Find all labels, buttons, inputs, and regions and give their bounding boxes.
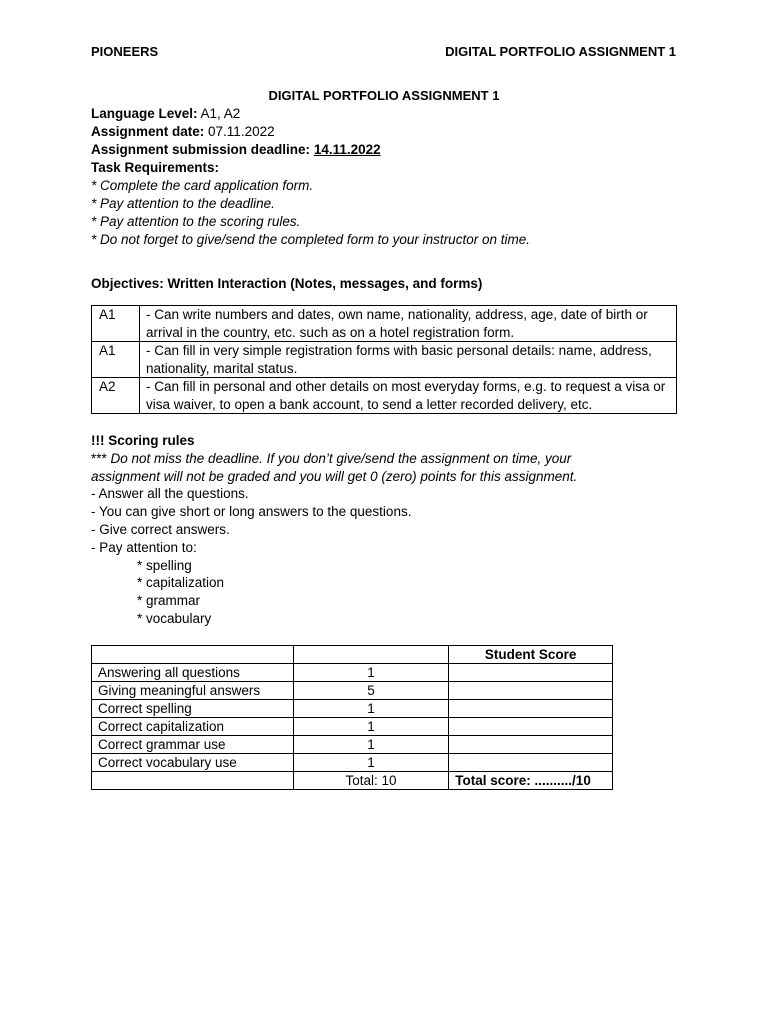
level-cell: A2 [92,378,140,414]
header-right: DIGITAL PORTFOLIO ASSIGNMENT 1 [445,44,676,59]
assignment-meta [91,105,530,249]
deadline-value: 14.11.2022 [313,142,381,157]
description-cell: - Can write numbers and dates, own name, nationality, address, age, date of birth or arrival in the country, etc. such as on a hotel registration form. [140,306,677,342]
table-row [92,682,613,700]
points-cell: 1 [293,700,449,718]
criterion-cell: Correct vocabulary use [92,754,294,772]
points-cell: 1 [293,718,449,736]
document-title: DIGITAL PORTFOLIO ASSIGNMENT 1 [268,88,500,103]
header-cell [293,646,449,664]
table-row [92,700,613,718]
scoring-rules [91,432,577,628]
points-cell: 5 [293,682,449,700]
student-score-cell[interactable] [449,754,613,772]
language-level-label: Language Level: [91,106,198,121]
student-score-cell[interactable] [449,682,613,700]
table-row [92,664,613,682]
requirement-item: * Pay attention to the scoring rules. [91,214,301,229]
task-requirements-heading [91,159,530,177]
criterion-cell: Giving meaningful answers [92,682,294,700]
table-row [92,754,613,772]
language-level-line [91,105,530,123]
student-score-cell[interactable] [449,664,613,682]
criterion-cell: Correct spelling [92,700,294,718]
footer-cell [92,772,294,790]
student-score-cell[interactable] [449,700,613,718]
warning-prefix: *** [91,450,107,466]
assignment-date-value: 07.11.2022 [204,124,275,139]
level-cell: A1 [92,342,140,378]
total-score-cell[interactable]: Total score: ........../10 [449,772,613,790]
criterion-cell: Correct capitalization [92,718,294,736]
points-cell: 1 [293,736,449,754]
rule-item: - Give correct answers. [91,521,230,537]
criterion-cell: Correct grammar use [92,736,294,754]
table-footer-row [92,772,613,790]
assignment-date-label: Assignment date: [91,124,205,139]
objectives-heading: Objectives: Written Interaction (Notes, messages, and forms) [91,276,483,291]
points-cell: 1 [293,664,449,682]
warning-line: assignment will not be graded and you will get 0 (zero) points for this assignment. [91,468,578,484]
attention-item: * grammar [137,593,201,609]
attention-item: * capitalization [137,575,225,591]
table-header-row [92,646,613,664]
header-cell [92,646,294,664]
attention-item: * spelling [137,557,192,573]
warning-text: Do not miss the deadline. If you don’t give/send the assignment on time, your [106,450,572,466]
rule-item: - Answer all the questions. [91,486,249,502]
header-left: PIONEERS [91,44,159,59]
deadline-label: Assignment submission deadline: [91,142,311,157]
rule-item: - You can give short or long answers to the questions. [91,504,412,520]
levels-table [91,305,677,414]
table-row [92,342,677,378]
scoring-heading-text: !!! Scoring rules [91,433,195,448]
requirement-item: * Complete the card application form. [91,178,314,193]
task-requirements-label: Task Requirements: [91,160,220,175]
student-score-header: Student Score [449,646,613,664]
table-row [92,736,613,754]
score-table [91,645,613,790]
rule-item: - Pay attention to: [91,539,197,555]
table-row [92,378,677,414]
points-cell: 1 [293,754,449,772]
assignment-date-line [91,123,530,141]
requirement-item: * Pay attention to the deadline. [91,196,275,211]
language-level-value: A1, A2 [197,106,241,121]
description-cell: - Can fill in very simple registration forms with basic personal details: name, address, nationality, marital status. [140,342,677,378]
level-cell: A1 [92,306,140,342]
table-row [92,718,613,736]
warning-line [91,450,577,468]
total-points-cell: Total: 10 [293,772,449,790]
attention-item: * vocabulary [137,610,212,626]
criterion-cell: Answering all questions [92,664,294,682]
student-score-cell[interactable] [449,718,613,736]
scoring-heading [91,432,577,450]
description-cell: - Can fill in personal and other details on most everyday forms, e.g. to request a visa or visa waiver, to open a bank account, to send a letter recorded delivery, etc. [140,378,677,414]
student-score-cell[interactable] [449,736,613,754]
requirement-item: * Do not forget to give/send the completed form to your instructor on time. [91,232,530,247]
table-row [92,306,677,342]
deadline-line [91,141,530,159]
